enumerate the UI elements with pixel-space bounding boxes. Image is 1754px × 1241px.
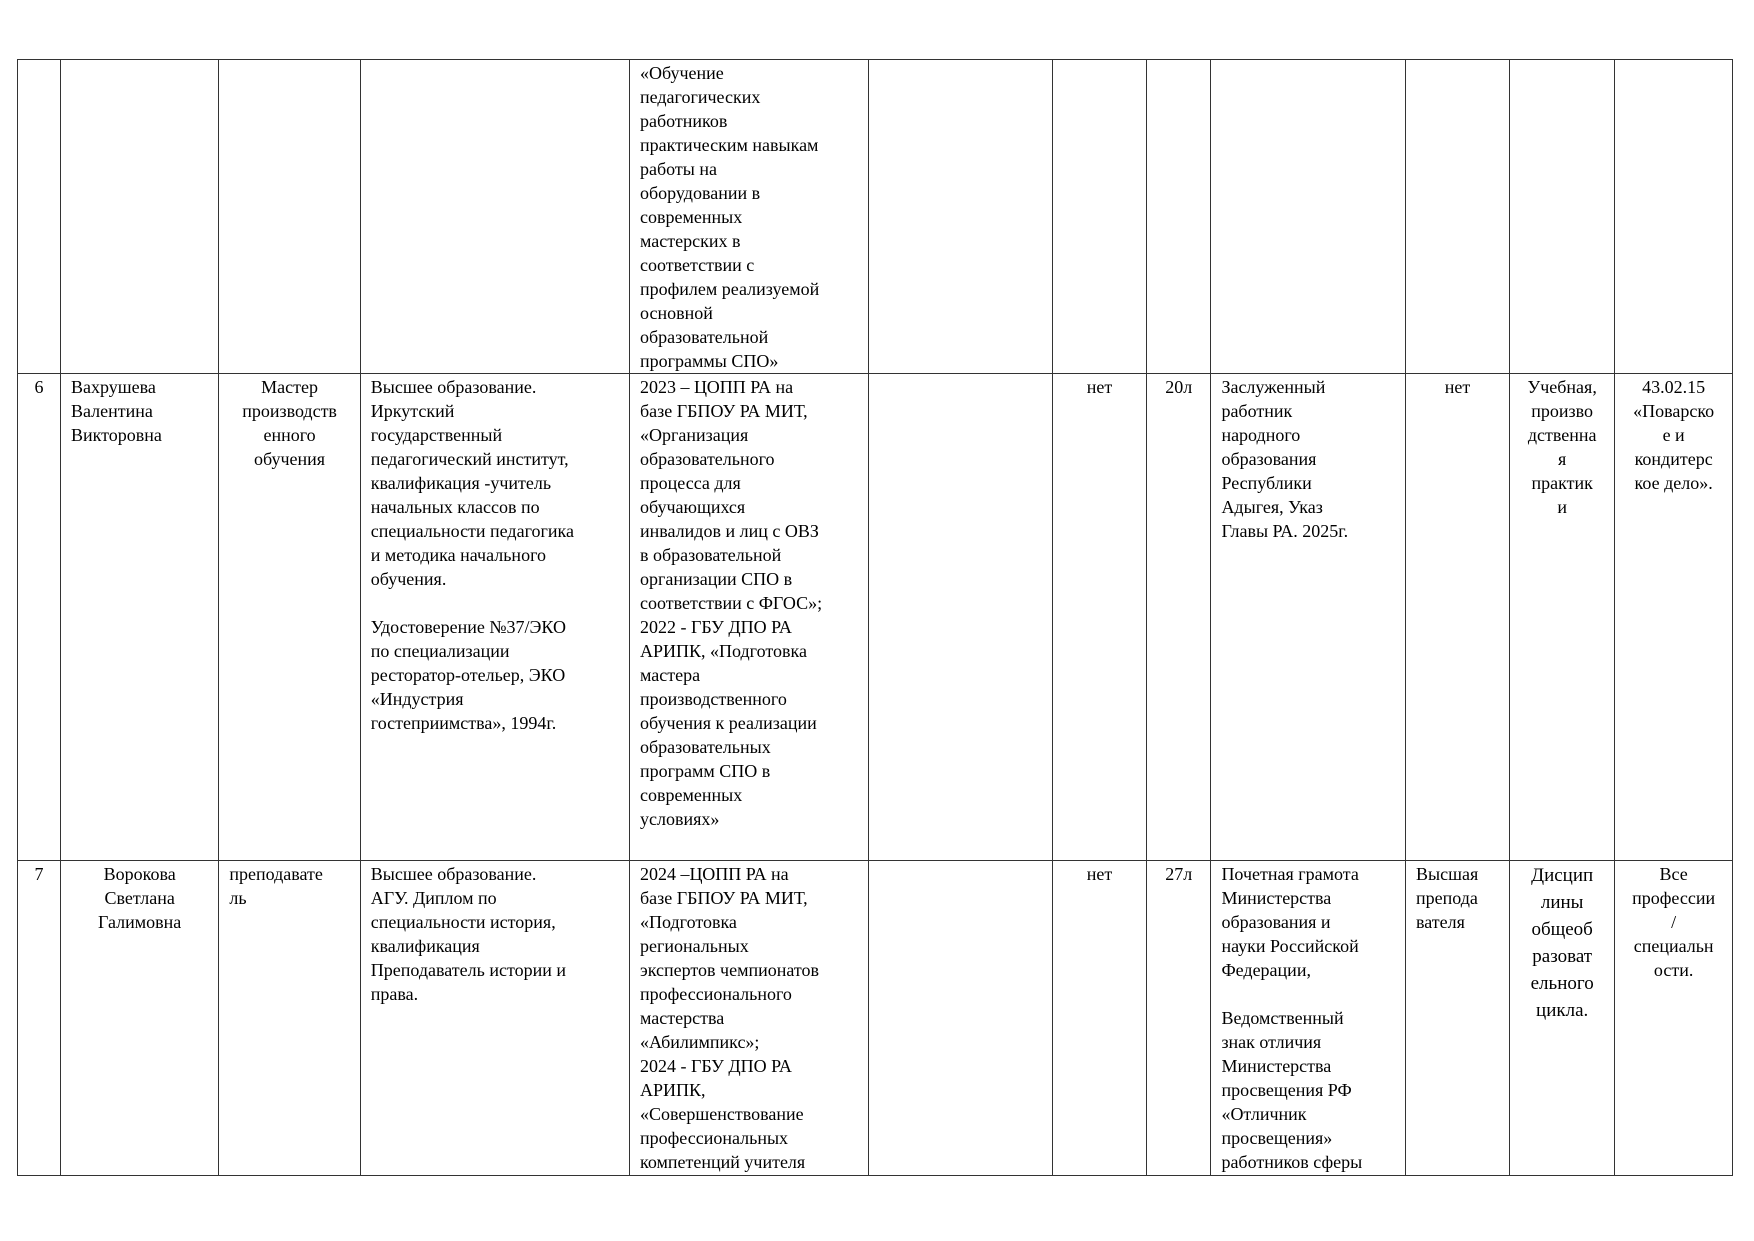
experience-cell: 20л xyxy=(1146,374,1210,861)
row-number-cell: 6 xyxy=(18,374,61,861)
qualification-upgrade-cell: «Обучение педагогических работников практическим навыкам работы на оборудовании в современных мастерских в соответствии с профилем реализуемой основной образовательной программы СПО» xyxy=(630,60,869,374)
category-cell xyxy=(1406,60,1510,374)
disciplines-cell xyxy=(1510,60,1615,374)
programs-cell: Все профессии / специальн ости. xyxy=(1615,861,1733,1176)
experience-cell xyxy=(1146,60,1210,374)
education-cell: Высшее образование. Иркутский государственный педагогический институт, квалификация -учитель начальных классов по специальности педагогика и методика начального обучения. Удостоверение №37/ЭКО по специализации ресторатор-отельер, ЭКО «Индустрия гостеприимства», 1994г. xyxy=(360,374,629,861)
programs-cell xyxy=(1615,60,1733,374)
degree-cell xyxy=(1053,60,1147,374)
row-number-cell xyxy=(18,60,61,374)
empty-column-cell xyxy=(868,60,1052,374)
qualification-upgrade-cell: 2023 – ЦОПП РА на базе ГБПОУ РА МИТ, «Организация образовательного процесса для обучающихся инвалидов и лиц с ОВЗ в образовательной организации СПО в соответствии с ФГОС»; 2022 - ГБУ ДПО РА АРИПК, «Подготовка мастера производственного обучения к реализации образовательных программ СПО в современных условиях» xyxy=(630,374,869,861)
degree-cell: нет xyxy=(1053,861,1147,1176)
name-cell: Ворокова Светлана Галимовна xyxy=(60,861,218,1176)
education-cell xyxy=(360,60,629,374)
table-row xyxy=(18,374,1733,861)
position-cell: Мастер производств енного обучения xyxy=(219,374,360,861)
awards-cell: Почетная грамота Министерства образования и науки Российской Федерации, Ведомственный знак отличия Министерства просвещения РФ «Отличник просвещения» работников сферы xyxy=(1211,861,1406,1176)
empty-column-cell xyxy=(868,374,1052,861)
table-row xyxy=(18,60,1733,374)
category-cell: Высшая препода вателя xyxy=(1406,861,1510,1176)
category-cell: нет xyxy=(1406,374,1510,861)
staff-table xyxy=(17,59,1733,1176)
name-cell xyxy=(60,60,218,374)
row-number-cell: 7 xyxy=(18,861,61,1176)
table-row xyxy=(18,861,1733,1176)
awards-cell xyxy=(1211,60,1406,374)
awards-cell: Заслуженный работник народного образования Республики Адыгея, Указ Главы РА. 2025г. xyxy=(1211,374,1406,861)
degree-cell: нет xyxy=(1053,374,1147,861)
disciplines-cell: Учебная, произво дственна я практик и xyxy=(1510,374,1615,861)
position-cell: преподавате ль xyxy=(219,861,360,1176)
empty-column-cell xyxy=(868,861,1052,1176)
education-cell: Высшее образование. АГУ. Диплом по специальности история, квалификация Преподаватель истории и права. xyxy=(360,861,629,1176)
experience-cell: 27л xyxy=(1146,861,1210,1176)
programs-cell: 43.02.15 «Поварско е и кондитерс кое дело». xyxy=(1615,374,1733,861)
disciplines-cell: Дисцип лины общеоб разоват ельного цикла. xyxy=(1510,861,1615,1176)
position-cell xyxy=(219,60,360,374)
qualification-upgrade-cell: 2024 –ЦОПП РА на базе ГБПОУ РА МИТ, «Подготовка региональных экспертов чемпионатов профессионального мастерства «Абилимпикс»; 2024 - ГБУ ДПО РА АРИПК, «Совершенствование профессиональных компетенций учителя xyxy=(630,861,869,1176)
name-cell: Вахрушева Валентина Викторовна xyxy=(60,374,218,861)
